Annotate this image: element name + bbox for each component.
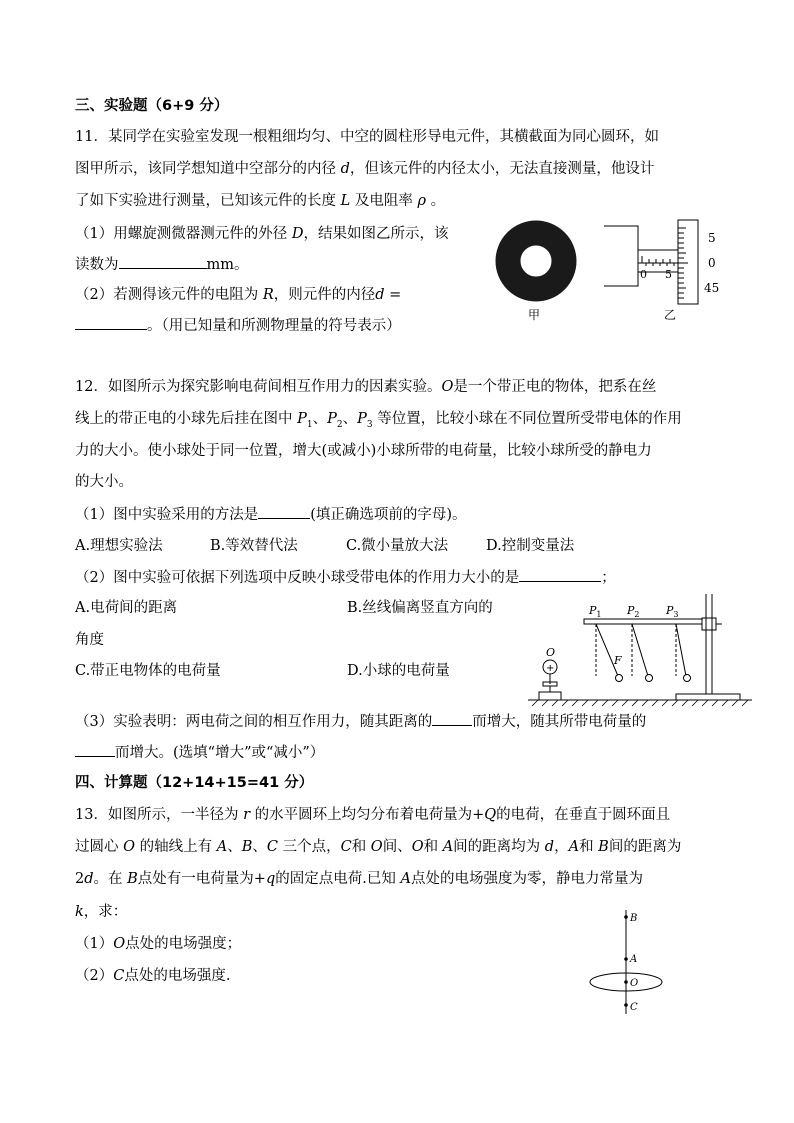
q11-line1: 11．某同学在实验室发现一根粗细均匀、中空的圆柱形导电元件，其横截面为同心圆环，如 bbox=[75, 129, 659, 145]
sleeve-label-5: 5 bbox=[665, 268, 672, 281]
q13-line4: k，求： bbox=[75, 904, 128, 920]
label-p2: $P_2$ bbox=[627, 604, 640, 619]
figure-caption-jia: 甲 bbox=[528, 308, 541, 322]
q12-line1: 12．如图所示为探究影响电荷间相互作用力的因素实验。O是一个带正电的物体，把系在丝 bbox=[75, 379, 657, 395]
label-f: F bbox=[614, 654, 622, 667]
answer-blank[interactable] bbox=[519, 567, 601, 582]
q12-line4: 的大小。 bbox=[75, 474, 133, 490]
answer-blank[interactable] bbox=[75, 742, 115, 757]
q12-option-c: C.微小量放大法 bbox=[346, 538, 449, 554]
figure-caption-yi: 乙 bbox=[664, 308, 677, 322]
section-title-calculation: 四、计算题（12+14+15=41 分） bbox=[75, 775, 314, 791]
q13-line1: 13．如图所示，一半径为 r 的水平圆环上均匀分布着电荷量为+Q的电荷，在垂直于圆环面且 bbox=[75, 807, 671, 823]
q12-option-a: A.理想实验法 bbox=[75, 538, 163, 554]
q12-line3: 力的大小。使小球处于同一位置，增大(或减小)小球所带的电荷量，比较小球所受的静电力 bbox=[75, 443, 652, 459]
answer-blank[interactable] bbox=[432, 711, 472, 726]
micrometer-figure bbox=[600, 218, 730, 308]
ring-cross-section-figure bbox=[495, 220, 577, 302]
point-a-label: A bbox=[630, 954, 638, 965]
q11-part2-answer: 。（用已知量和所测物理量的符号表示） bbox=[75, 315, 401, 336]
ring-axis-figure bbox=[584, 904, 674, 1020]
q12-line2: 线上的带正电的小球先后挂在图中 $P_1$、$P_2$、$P_3$ 等位置，比较小球在不同位置所受带电体的作用 bbox=[75, 411, 682, 430]
plus-sign: + bbox=[546, 663, 555, 674]
label-p1: $P_1$ bbox=[589, 604, 602, 619]
ring-shape bbox=[508, 233, 564, 289]
thimble-label-0: 0 bbox=[708, 256, 716, 270]
q12-p2-option-d: D.小球的电荷量 bbox=[347, 663, 450, 679]
sleeve-label-0: 0 bbox=[640, 268, 647, 281]
point-c-label: C bbox=[630, 1002, 638, 1013]
answer-blank[interactable] bbox=[258, 504, 310, 519]
q11-line2: 图甲所示，该同学想知道中空部分的内径 d，但该元件的内径太小，无法直接测量，他设计 bbox=[75, 161, 655, 177]
label-o: O bbox=[546, 646, 556, 659]
answer-blank[interactable] bbox=[75, 315, 147, 330]
q13-part1: （1）O点处的电场强度； bbox=[75, 936, 242, 952]
q13-part2: （2）C点处的电场强度. bbox=[75, 968, 231, 984]
point-b-label: B bbox=[630, 913, 638, 924]
q11-part1-answer: 读数为 mm。 bbox=[75, 254, 249, 275]
q11-part1: （1）用螺旋测微器测元件的外径 D，结果如图乙所示，该 bbox=[75, 226, 449, 242]
q13-line3: 2d。在 B点处有一电荷量为+q的固定点电荷.已知 A点处的电场强度为零，静电力常量为 bbox=[75, 871, 643, 887]
q12-part3-cont: 而增大。(选填“增大”或“减小”） bbox=[75, 742, 324, 763]
section-title-experiment: 三、实验题（6+9 分） bbox=[75, 98, 229, 114]
thimble-label-5: 5 bbox=[708, 231, 716, 245]
q12-p2-option-a: A.电荷间的距离 bbox=[75, 600, 178, 616]
q12-p2-option-b: B.丝线偏离竖直方向的 bbox=[347, 600, 493, 616]
q12-option-d: D.控制变量法 bbox=[486, 538, 575, 554]
q12-part1: （1）图中实验采用的方法是 (填正确选项前的字母)。 bbox=[75, 504, 467, 525]
q11-line3: 了如下实验进行测量，已知该元件的长度 L 及电阻率 ρ 。 bbox=[75, 193, 446, 209]
q12-option-b: B.等效替代法 bbox=[210, 538, 298, 554]
q12-part3: （3）实验表明：两电荷之间的相互作用力，随其距离的 而增大，随其所带电荷量的 bbox=[75, 711, 646, 732]
answer-blank[interactable] bbox=[119, 254, 207, 269]
q12-part2: （2）图中实验可依据下列选项中反映小球受带电体的作用力大小的是 ； bbox=[75, 567, 616, 588]
q13-line2: 过圆心 O 的轴线上有 A、B、C 三个点，C和 O间、O和 A间的距离均为 d，A和 B间的距离为 bbox=[75, 839, 682, 855]
charge-interaction-figure bbox=[526, 588, 754, 712]
q11-part2: （2）若测得该元件的电阻为 R，则元件的内径d = bbox=[75, 287, 402, 303]
q12-p2-option-c: C.带正电物体的电荷量 bbox=[75, 663, 221, 679]
point-o-label: O bbox=[630, 978, 639, 989]
thimble-label-45: 45 bbox=[704, 281, 720, 295]
label-p3: $P_3$ bbox=[666, 604, 679, 619]
q12-p2-option-b-cont: 角度 bbox=[75, 632, 104, 648]
